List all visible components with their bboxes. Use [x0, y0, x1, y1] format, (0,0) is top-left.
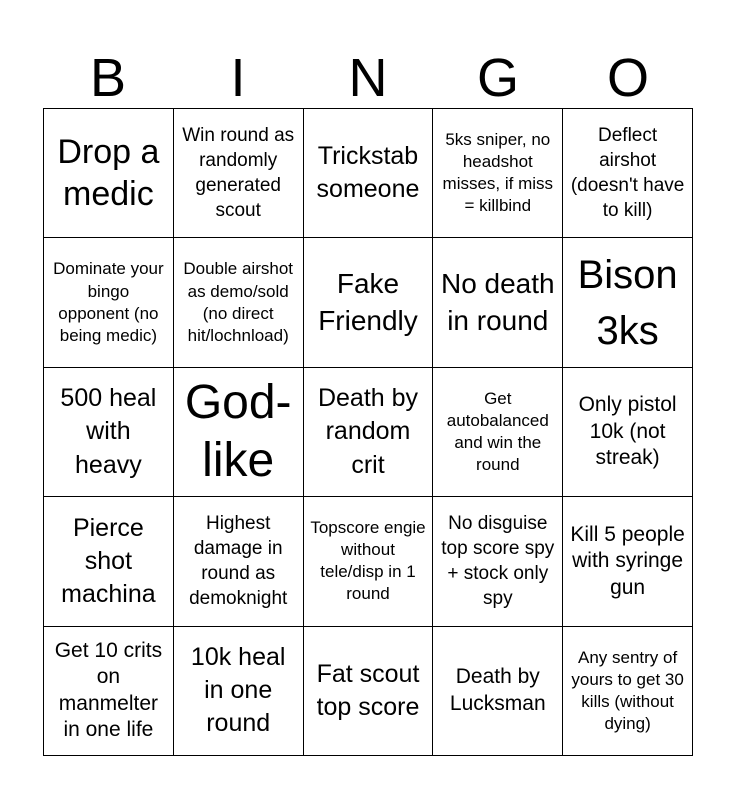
bingo-cell[interactable] — [174, 368, 304, 497]
cell-text: Death by Lucksman — [449, 665, 546, 715]
header-letter-b: B — [89, 48, 127, 108]
cell-text: Get autobalanced and win the round — [446, 388, 549, 475]
cell-text: Pierce shot machina — [61, 513, 156, 609]
bingo-cell[interactable] — [174, 627, 304, 756]
cell-text: Deflect airshot (doesn't have to kill) — [570, 125, 685, 222]
header-letter-o: O — [606, 48, 649, 108]
bingo-cell[interactable] — [44, 497, 174, 626]
bingo-cell[interactable] — [304, 627, 434, 756]
cell-text: No death in round — [440, 268, 555, 336]
header-letter-g: G — [476, 48, 519, 108]
cell-text: Any sentry of yours to get 30 kills (without dying) — [571, 647, 684, 733]
bingo-cell[interactable] — [44, 368, 174, 497]
cell-text: Double airshot as demo/sold (no direct hit/lochnload) — [183, 259, 293, 345]
cell-text: Kill 5 people with syringe gun — [570, 522, 685, 599]
cell-text: No disguise top score spy + stock only spy — [441, 513, 555, 610]
bingo-cell[interactable] — [304, 109, 434, 238]
bingo-cell[interactable] — [44, 627, 174, 756]
cell-text: 500 heal with heavy — [60, 384, 157, 479]
bingo-header — [43, 42, 693, 108]
cell-text: 5ks sniper, no headshot misses, if miss = killbind — [442, 130, 554, 216]
cell-text: Bison 3ks — [577, 252, 678, 353]
cell-text: Dominate your bingo opponent (no being medic) — [53, 259, 164, 345]
cell-text: Win round as randomly generated scout — [182, 125, 295, 222]
cell-text: Fat scout top score — [316, 659, 420, 721]
bingo-cell[interactable] — [174, 497, 304, 626]
bingo-cell[interactable] — [433, 109, 563, 238]
cell-text: 10k heal in one round — [190, 642, 286, 738]
bingo-cell[interactable] — [563, 368, 693, 497]
bingo-cell[interactable] — [563, 238, 693, 367]
bingo-cell[interactable] — [433, 627, 563, 756]
bingo-cell[interactable] — [44, 109, 174, 238]
bingo-cell[interactable] — [304, 497, 434, 626]
cell-text: Only pistol 10k (not streak) — [578, 393, 677, 470]
bingo-board — [43, 108, 693, 756]
bingo-cell[interactable] — [563, 627, 693, 756]
cell-text: Topscore engie without tele/disp in 1 round — [310, 518, 426, 604]
bingo-cell[interactable] — [433, 238, 563, 367]
bingo-cell[interactable] — [174, 109, 304, 238]
cell-text: Get 10 crits on manmelter in one life — [54, 638, 163, 742]
bingo-cell[interactable] — [44, 238, 174, 367]
header-letter-i: I — [230, 48, 246, 108]
bingo-cell[interactable] — [174, 238, 304, 367]
bingo-cell[interactable] — [433, 368, 563, 497]
cell-text: God-like — [184, 376, 292, 487]
cell-text: Highest damage in round as demoknight — [189, 513, 288, 610]
bingo-cell[interactable] — [563, 497, 693, 626]
bingo-cell[interactable] — [304, 238, 434, 367]
header-letter-n: N — [348, 48, 388, 108]
cell-text: Trickstab someone — [316, 141, 420, 204]
cell-text: Death by random crit — [317, 384, 419, 479]
bingo-cell[interactable] — [304, 368, 434, 497]
cell-text: Drop a medic — [57, 132, 160, 214]
bingo-cell[interactable] — [433, 497, 563, 626]
bingo-cell[interactable] — [563, 109, 693, 238]
cell-text: Fake Friendly — [318, 268, 418, 336]
